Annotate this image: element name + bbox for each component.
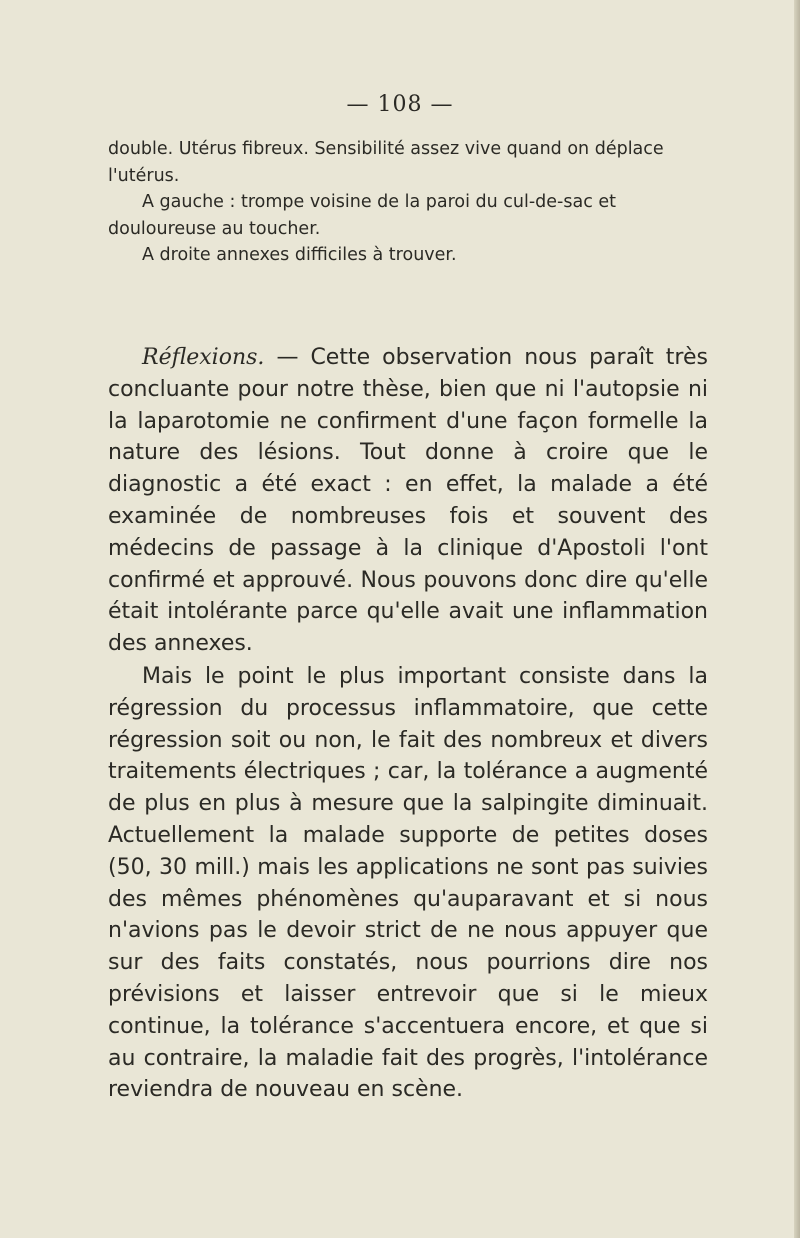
reflexions-paragraph-1 bbox=[108, 342, 708, 660]
clinical-notes bbox=[108, 136, 708, 269]
page-number: — 108 — bbox=[346, 92, 454, 117]
reflexions-paragraph-1-text: — Cette observation nous paraît très concluante pour notre thèse, bien que ni l'autopsie ni la laparotomie ne confirment d'une façon formelle la nature des lésions. Tout donne à croire que le diagnostic a été exact : en effet, la malade a été examinée de nombreuses fois et souvent des médecins de passage à la clinique d'Apostoli l'ont confirmé et approuvé. Nous pouvons donc dire qu'elle était intolérante parce qu'elle avait une inflammation des annexes. bbox=[108, 345, 708, 657]
reflexions-paragraph-2: Mais le point le plus important consiste dans la régression du processus inflammatoire, que cette régression soit ou non, le fait des nombreux et divers traitements électriques ; car, la tolérance a augmenté de plus en plus à mesure que la salpingite diminuait. Actuellement la malade supporte de petites doses (50, 30 mill.) mais les applications ne sont pas suivies des mêmes phénomènes qu'auparavant et si nous n'avions pas le devoir strict de ne nous appuyer que sur des faits constatés, nous pourrions dire nos prévisions et laisser entrevoir que si le mieux continue, la tolérance s'accentuera encore, et que si au contraire, la maladie fait des progrès, l'intolérance reviendra de nouveau en scène. bbox=[108, 663, 708, 1103]
page-edge bbox=[794, 0, 800, 1238]
reflexions-section bbox=[108, 342, 708, 1106]
reflexions-heading: Réflexions. bbox=[142, 345, 265, 370]
notes-line-1: double. Utérus fibreux. Sensibilité assez vive quand on déplace l'utérus. bbox=[108, 139, 664, 186]
notes-line-3: A droite annexes difficiles à trouver. bbox=[142, 245, 457, 265]
notes-line-2: A gauche : trompe voisine de la paroi du cul-de-sac et douloureuse au toucher. bbox=[108, 192, 617, 239]
